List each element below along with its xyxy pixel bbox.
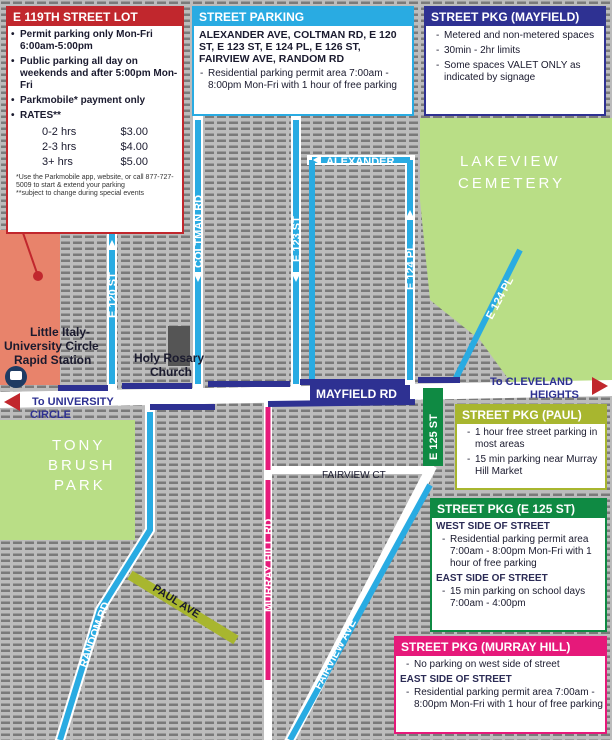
e125-west-item: - Residential parking permit area 7:00am - 8:00pm Mon-Fri with 1 hour of free parking xyxy=(450,534,605,570)
label-lakeview: LAKEVIEW xyxy=(460,153,561,170)
e125-east-item: - 15 min parking on school days 7:00am - 4:00pm xyxy=(450,586,605,610)
label-alexander: ALEXANDER xyxy=(326,156,395,168)
lot-title: E 119TH STREET LOT xyxy=(8,8,182,26)
street-parking-item: - Residential parking permit area 7:00am - 8:00pm Mon-Fri with 1 hour of free parking xyxy=(208,68,412,92)
lot-marker xyxy=(33,271,43,281)
label-to-uc-2: CIRCLE xyxy=(30,409,71,421)
label-church-2: Church xyxy=(150,365,192,379)
mayfield-title: STREET PKG (MAYFIELD) xyxy=(426,8,604,26)
label-murray: MURRAY HILL RD xyxy=(263,518,275,612)
label-paul: PAUL AVE xyxy=(150,582,203,621)
rates-table xyxy=(42,125,182,170)
e119-lot-legend xyxy=(6,6,184,234)
rate-row: 2-3 hrs $4.00 xyxy=(42,141,148,153)
e125-legend xyxy=(430,498,607,632)
label-e123: E 123 ST xyxy=(291,216,303,262)
label-coltman: COLTMAN RD xyxy=(193,194,205,268)
e125-title: STREET PKG (E 125 ST) xyxy=(432,500,605,518)
label-mayfield: MAYFIELD RD xyxy=(316,387,397,401)
e125-east-label: EAST SIDE OF STREET xyxy=(436,573,548,584)
label-station-2: University Circle xyxy=(4,339,99,353)
street-parking-streets: ALEXANDER AVE, COLTMAN RD, E 120 ST, E 123 ST, E 124 PL, E 126 ST, FAIRVIEW AVE, RANDOM RD xyxy=(199,29,397,65)
street-parking-title: STREET PARKING xyxy=(194,8,412,26)
street-parking-legend xyxy=(192,6,414,116)
lot-item: • Permit parking only Mon-Fri 6:00am-5:00pm xyxy=(20,29,182,53)
label-park: PARK xyxy=(54,477,106,494)
rate-row: 3+ hrs $5.00 xyxy=(42,156,148,168)
paul-item: - 15 min parking near Murray Hill Market xyxy=(475,454,605,478)
label-to-uc-1: To UNIVERSITY xyxy=(32,396,114,408)
murray-east-label: EAST SIDE OF STREET xyxy=(400,674,512,685)
label-e124pl2: E 124 PL xyxy=(484,275,517,322)
label-church-1: Holy Rosary xyxy=(134,351,205,365)
lot-note-1: *Use the Parkmobile app, website, or call 877-727-5009 to start & extend your parking xyxy=(16,174,174,189)
label-to-ch-1: To CLEVELAND xyxy=(490,376,573,388)
paul-title: STREET PKG (PAUL) xyxy=(457,406,605,424)
paul-legend xyxy=(455,404,607,490)
mayfield-legend xyxy=(424,6,606,116)
rate-row: 0-2 hrs $3.00 xyxy=(42,126,148,138)
label-cemetery: CEMETERY xyxy=(458,175,566,192)
lot-item: • RATES** xyxy=(20,110,182,122)
lot-note-2: **subject to change during special events xyxy=(16,190,145,197)
label-e125: E 125 ST xyxy=(428,414,440,460)
label-e124pl: E 124 PL xyxy=(405,244,417,290)
mayfield-item: - Metered and non-metered spaces xyxy=(444,30,604,42)
mayfield-item: - Some spaces VALET ONLY as indicated by signage xyxy=(444,60,604,84)
mayfield-item: - 30min - 2hr limits xyxy=(444,45,604,57)
murray-item: - No parking on west side of street xyxy=(414,659,605,671)
murray-title: STREET PKG (MURRAY HILL) xyxy=(396,638,605,656)
murray-hill-legend xyxy=(394,636,607,734)
label-tony: TONY xyxy=(52,437,106,454)
label-fairview-ct: FAIRVIEW CT xyxy=(322,470,386,481)
label-e120: E 120 ST xyxy=(107,272,119,318)
label-random: RANDOM RD xyxy=(77,600,113,670)
label-brush: BRUSH xyxy=(48,457,116,474)
lot-item: • Parkmobile* payment only xyxy=(20,95,182,107)
murray-east-item: - Residential parking permit area 7:00am - 8:00pm Mon-Fri with 1 hour of free parking xyxy=(414,687,605,711)
paul-item: - 1 hour free street parking in most areas xyxy=(475,427,605,451)
label-fairview: FAIRVIEW AVE xyxy=(312,617,359,692)
label-to-ch-2: HEIGHTS xyxy=(530,389,579,401)
e125-west-label: WEST SIDE OF STREET xyxy=(436,521,550,532)
lot-item: • Public parking all day on weekends and after 5:00pm Mon-Fri xyxy=(20,56,182,92)
label-station-3: Rapid Station xyxy=(14,353,92,367)
label-station-1: Little Italy- xyxy=(30,325,91,339)
